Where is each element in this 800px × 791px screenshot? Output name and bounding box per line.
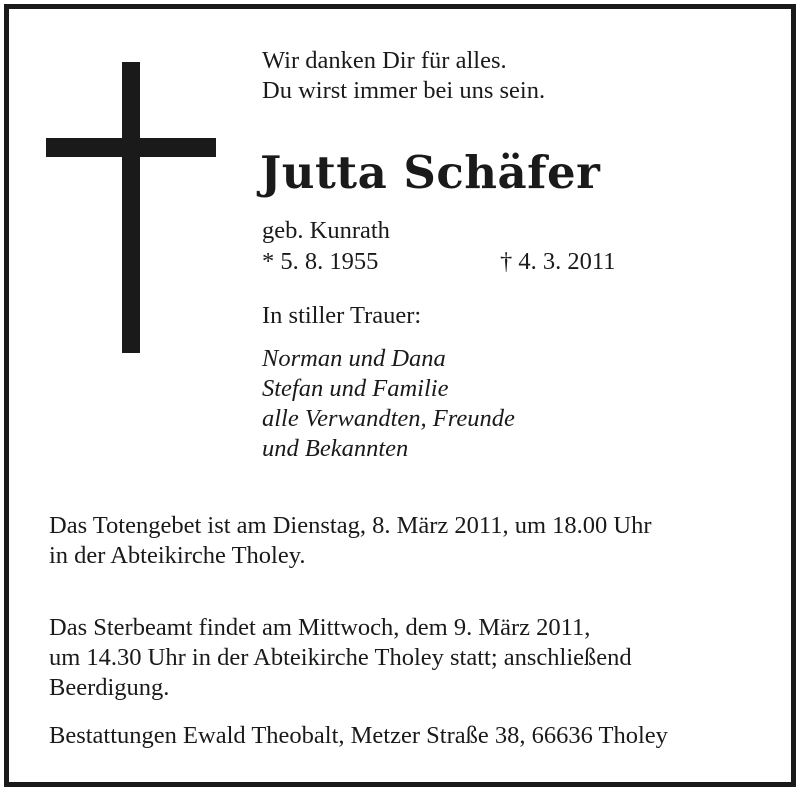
mourner-line: und Bekannten: [262, 435, 409, 462]
obituary-frame: [4, 4, 796, 787]
requiem-line-3: Beerdigung.: [49, 674, 170, 701]
cross-icon-vertical-bar: [122, 62, 140, 353]
undertaker-line: Bestattungen Ewald Theobalt, Metzer Straße 38, 66636 Tholey: [49, 722, 668, 749]
requiem-notice: [49, 613, 632, 703]
death-date: † 4. 3. 2011: [500, 248, 616, 275]
quote-line-1: Wir danken Dir für alles.: [262, 47, 507, 74]
requiem-line-2: um 14.30 Uhr in der Abteikirche Tholey statt; anschließend: [49, 644, 632, 671]
cross-icon-horizontal-bar: [46, 138, 216, 157]
quote-line-2: Du wirst immer bei uns sein.: [262, 77, 546, 104]
mourners-heading: In stiller Trauer:: [262, 302, 422, 329]
birth-date: * 5. 8. 1955: [262, 248, 379, 275]
prayer-line-1: Das Totengebet ist am Dienstag, 8. März 2011, um 18.00 Uhr: [49, 512, 652, 539]
mourner-line: Norman und Dana: [262, 345, 446, 372]
requiem-line-1: Das Sterbeamt findet am Mittwoch, dem 9. März 2011,: [49, 614, 591, 641]
prayer-notice: [49, 511, 652, 571]
mourners-list: [262, 344, 515, 464]
maiden-name: geb. Kunrath: [262, 217, 390, 244]
quote: [262, 46, 545, 106]
prayer-line-2: in der Abteikirche Tholey.: [49, 542, 306, 569]
deceased-name: Jutta Schäfer: [260, 146, 601, 199]
mourner-line: alle Verwandten, Freunde: [262, 405, 515, 432]
mourner-line: Stefan und Familie: [262, 375, 449, 402]
